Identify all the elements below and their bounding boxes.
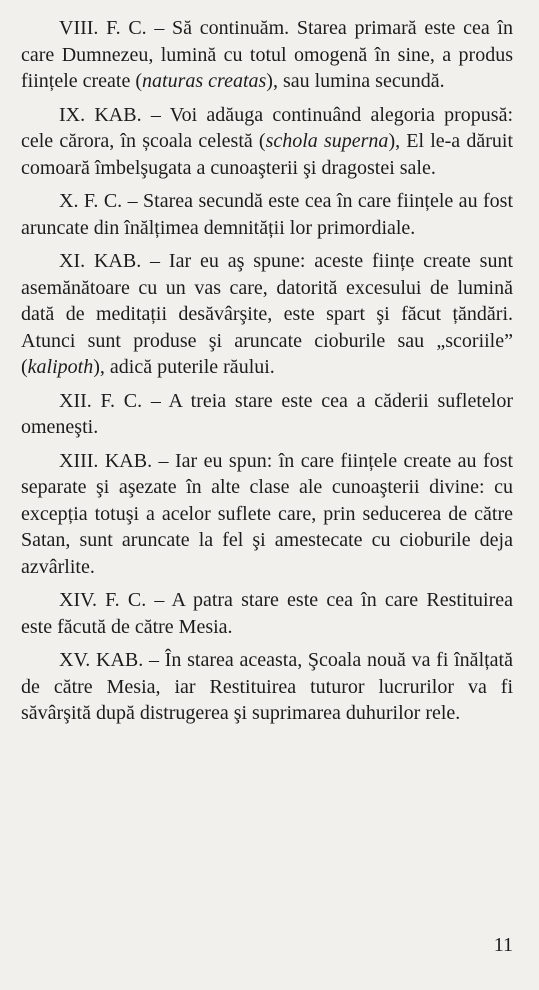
paragraph-text: X. F. C. – Starea secundă este cea în care ființele au fost aruncate din înălțimea demnității lor primordiale.	[21, 190, 513, 239]
hebrew-term: kalipoth	[27, 356, 94, 378]
paragraph-xiv	[21, 587, 513, 640]
paragraph-text: ), sau lumina secundă.	[266, 70, 445, 92]
page-body	[21, 15, 513, 727]
paragraph-ix	[21, 102, 513, 182]
paragraph-text: VIII. F. C. – Să continuăm. Starea primară este cea în care Dumnezeu, lumină cu totul omogenă în sine, a produs ființele create (	[21, 17, 513, 92]
paragraph-text: XI. KAB. – Iar eu aş spune: aceste ființe create sunt asemănătoare cu un vas care, datorită excesului de lumină dată de meditații desăvârşite, este spart şi făcut țăndări. Atunci sunt produse şi aruncate cioburile sau „scoriile” (	[21, 250, 513, 378]
latin-term: naturas creatas	[142, 70, 267, 92]
page-number: 11	[493, 934, 513, 956]
paragraph-viii	[21, 15, 513, 95]
paragraph-xii	[21, 388, 513, 441]
paragraph-xv	[21, 647, 513, 727]
latin-term: schola superna	[265, 130, 389, 152]
paragraph-xi	[21, 248, 513, 381]
paragraph-text: ), adică puterile răului.	[93, 356, 275, 378]
paragraph-text: XIV. F. C. – A patra stare este cea în care Restituirea este făcută de către Mesia.	[21, 589, 513, 638]
paragraph-text: XV. KAB. – În starea aceasta, Şcoala nouă va fi înălțată de către Mesia, iar Restituirea tuturor lucrurilor va fi săvârşită după distrugerea şi suprimarea duhurilor rele.	[21, 649, 513, 724]
paragraph-x	[21, 188, 513, 241]
paragraph-xiii	[21, 448, 513, 581]
paragraph-text: XII. F. C. – A treia stare este cea a căderii sufletelor omeneşti.	[21, 389, 513, 438]
paragraph-text: IX. KAB. – Voi adăuga continuând alegoria propusă: cele cărora, în școala celestă (	[21, 103, 513, 152]
paragraph-text: ), El le-a dăruit comoară îmbelşugata a cunoaşterii şi dragostei sale.	[21, 130, 514, 179]
paragraph-text: XIII. KAB. – Iar eu spun: în care ființele create au fost separate şi aşezate în alte clase ale cunoaşterii divine: cu excepția totuşi a acelor suflete care, prin seducerea de către Satan, sunt aruncate la fel şi amestecate cu cioburile deja azvârlite.	[21, 449, 513, 578]
